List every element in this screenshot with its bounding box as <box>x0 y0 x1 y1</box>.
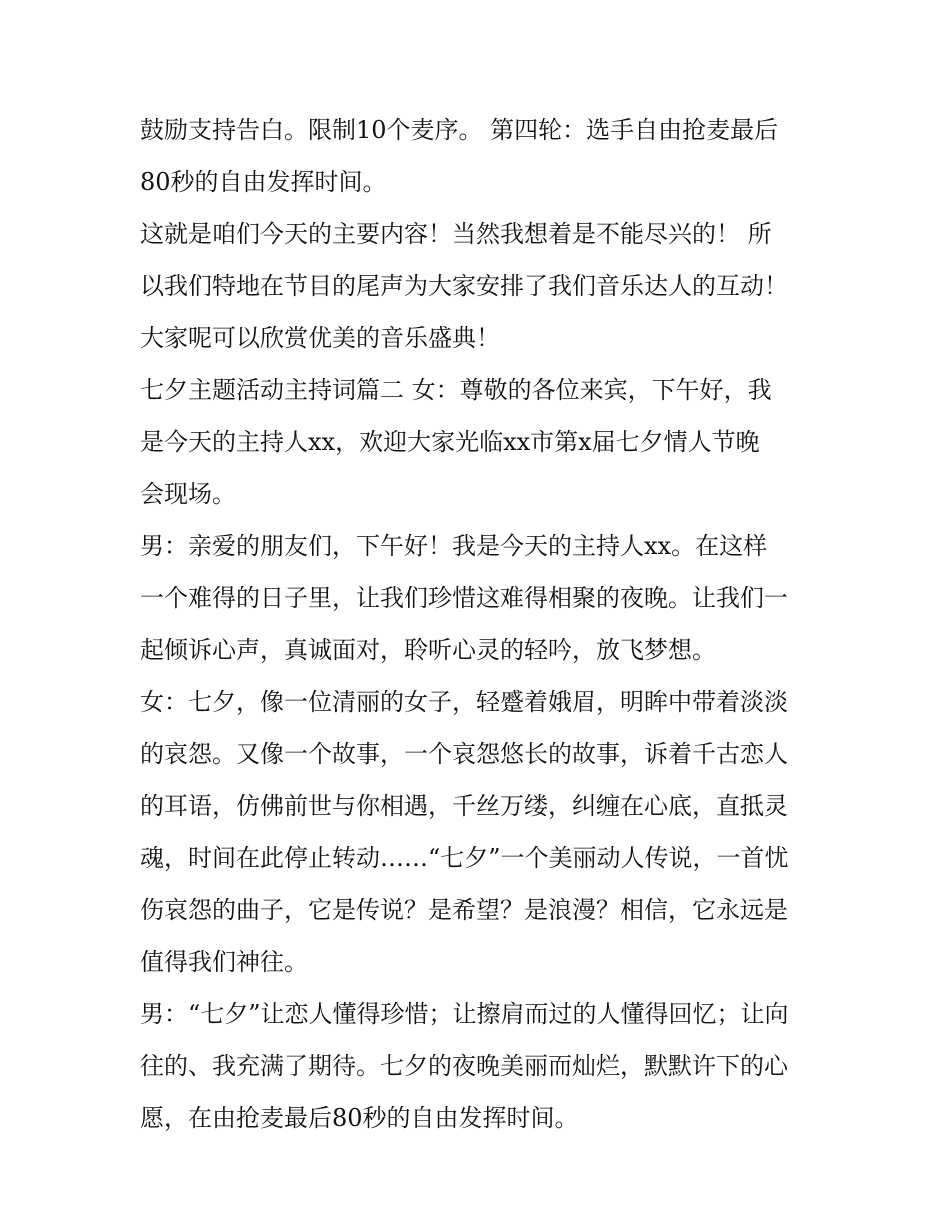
text-line-12: 女：七夕，像一位清丽的女子，轻蹙着娥眉，明眸中带着淡淡 <box>140 688 788 716</box>
text-line-2: 80秒的自由发挥时间。 <box>140 168 387 196</box>
text-line-16: 伤哀怨的曲子，它是传说？是希望？是浪漫？相信，它永远是 <box>140 896 788 924</box>
text-line-20: 愿，在由抢麦最后80秒的自由发挥时间。 <box>140 1104 579 1132</box>
text-line-11: 起倾诉心声，真诚面对，聆听心灵的轻吟，放飞梦想。 <box>140 636 716 664</box>
text-line-8: 会现场。 <box>140 480 236 508</box>
text-line-7: 是今天的主持人xx，欢迎大家光临xx市第x届七夕情人节晚 <box>140 428 760 456</box>
text-line-10: 一个难得的日子里，让我们珍惜这难得相聚的夜晚。让我们一 <box>140 584 788 612</box>
text-line-5: 大家呢可以欣赏优美的音乐盛典！ <box>140 324 500 352</box>
text-line-3: 这就是咱们今天的主要内容！当然我想着是不能尽兴的！ 所 <box>140 220 772 248</box>
text-line-18: 男：“七夕”让恋人懂得珍惜；让擦肩而过的人懂得回忆；让向 <box>140 1000 789 1028</box>
body-text <box>140 108 820 1148</box>
text-line-19: 往的、我充满了期待。七夕的夜晚美丽而灿烂，默默许下的心 <box>140 1052 788 1080</box>
text-line-9: 男：亲爱的朋友们，下午好！我是今天的主持人xx。在这样 <box>140 532 768 560</box>
text-line-13: 的哀怨。又像一个故事，一个哀怨悠长的故事，诉着千古恋人 <box>140 740 788 768</box>
text-line-4: 以我们特地在节目的尾声为大家安排了我们音乐达人的互动！ <box>140 272 788 300</box>
text-line-6: 七夕主题活动主持词篇二 女：尊敬的各位来宾，下午好，我 <box>140 376 772 404</box>
text-line-17: 值得我们神往。 <box>140 948 308 976</box>
text-line-1: 鼓励支持告白。限制10个麦序。 第四轮：选手自由抢麦最后 <box>140 116 779 144</box>
text-line-15: 魂，时间在此停止转动……“七夕”一个美丽动人传说，一首忧 <box>140 844 789 872</box>
text-line-14: 的耳语，仿佛前世与你相遇，千丝万缕，纠缠在心底，直抵灵 <box>140 792 788 820</box>
